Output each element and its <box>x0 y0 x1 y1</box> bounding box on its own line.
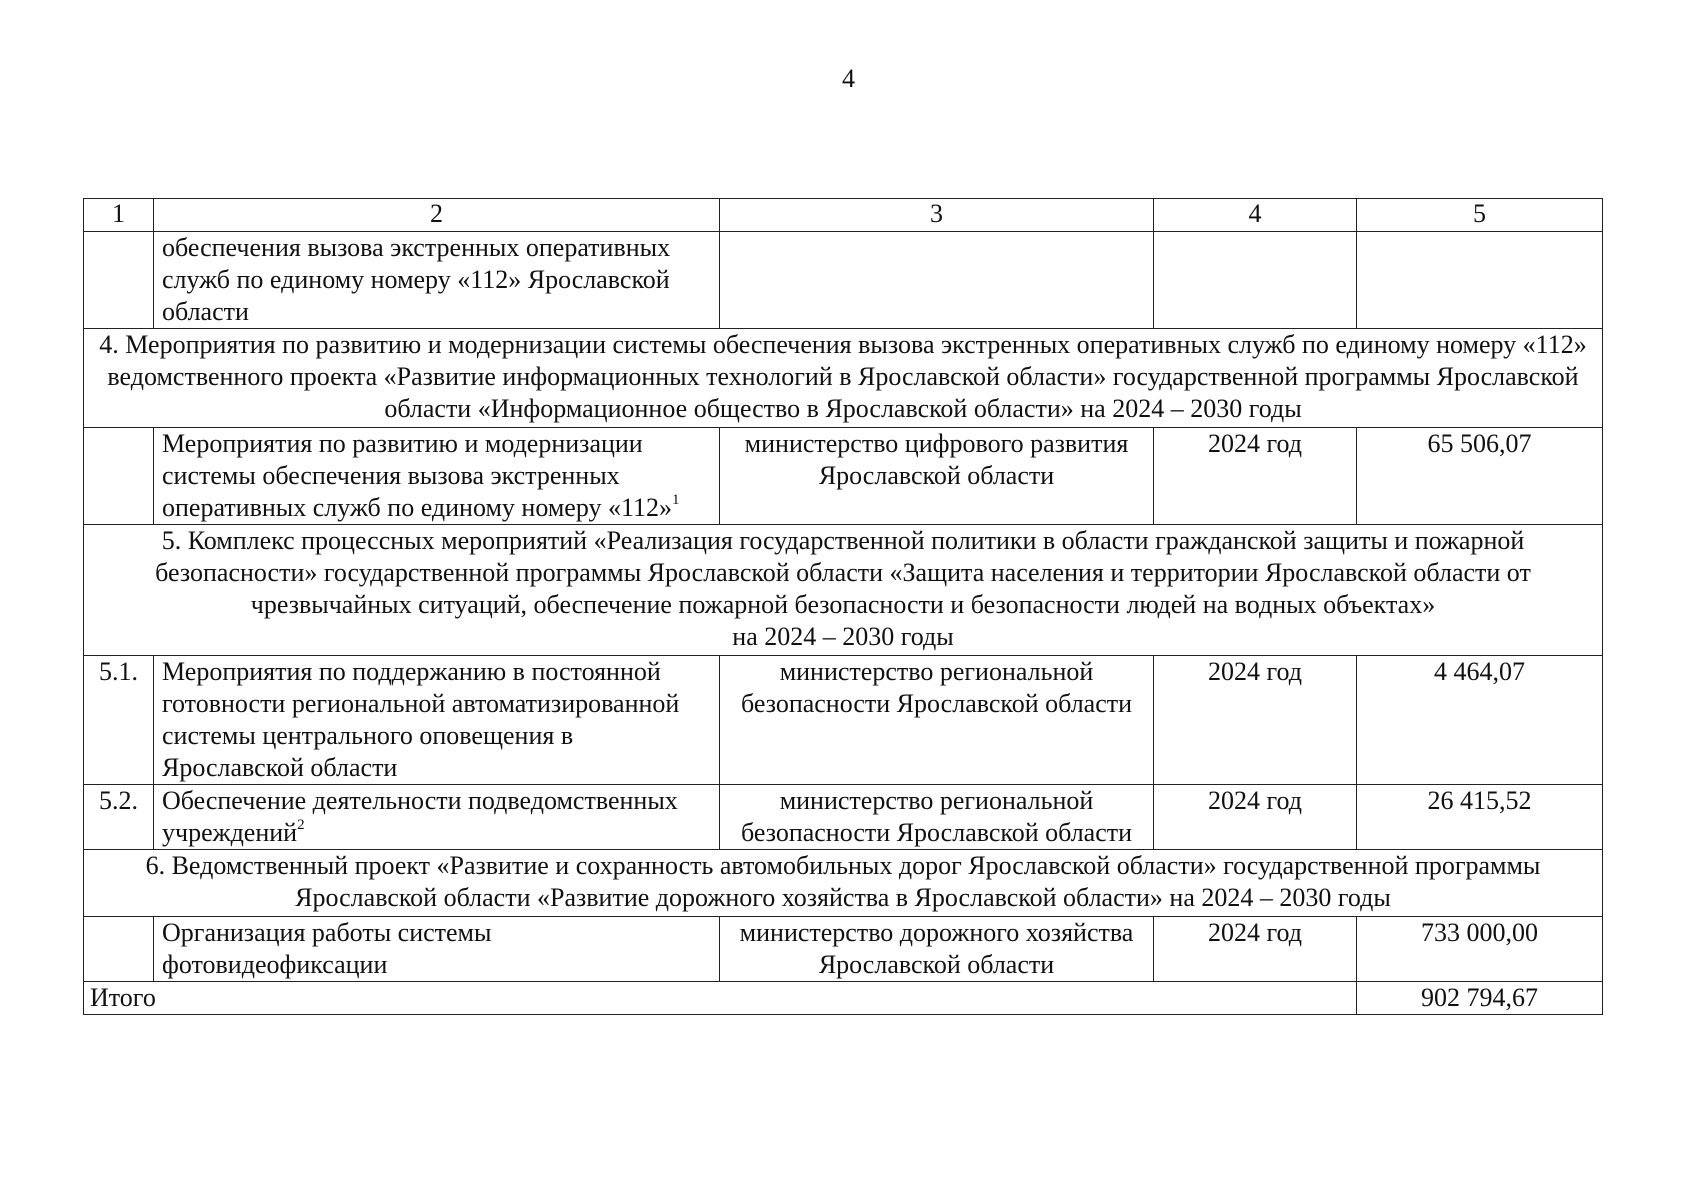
row-number <box>84 428 154 525</box>
footnote-marker: 1 <box>672 492 680 509</box>
total-value: 902 794,67 <box>1357 982 1603 1015</box>
executor <box>720 232 1154 329</box>
activity-name: Организация работы системы фотовидеофиксации <box>162 918 492 979</box>
table-row <box>84 428 1603 525</box>
section-4-title: 4. Мероприятия по развитию и модернизации системы обеспечения вызова экстренных оперативных служб по единому номеру «112» ведомственного проекта «Развитие информационных технологий в Ярославской области» государственной программы Ярославской области «Информационное общество в Ярославской области» на 2024 – 2030 годы <box>84 329 1603 428</box>
table-row <box>84 917 1603 982</box>
section-6-title: 6. Ведомственный проект «Развитие и сохранность автомобильных дорог Ярославской области» государственной программы Ярославской области «Развитие дорожного хозяйства в Ярославской области» на 2024 – 2030 годы <box>84 850 1603 917</box>
table-row <box>84 232 1603 329</box>
row-number <box>84 917 154 982</box>
activity-name-cell <box>154 785 720 850</box>
year: 2024 год <box>1154 785 1357 850</box>
amount <box>1357 232 1603 329</box>
amount: 4 464,07 <box>1357 656 1603 785</box>
executor: министерство региональной безопасности Ярославской области <box>720 656 1154 785</box>
section-heading-row <box>84 525 1603 656</box>
row-number: 5.1. <box>84 656 154 785</box>
year <box>1154 232 1357 329</box>
section-5-title-period: на 2024 – 2030 годы <box>732 622 954 651</box>
year: 2024 год <box>1154 428 1357 525</box>
total-label: Итого <box>84 982 1357 1015</box>
column-header: 1 <box>84 199 154 232</box>
total-row <box>84 982 1603 1015</box>
executor: министерство цифрового развития Ярославской области <box>720 428 1154 525</box>
section-5-title-cell <box>84 525 1603 656</box>
footnote-marker: 2 <box>297 817 305 834</box>
row-number: 5.2. <box>84 785 154 850</box>
table-row <box>84 785 1603 850</box>
section-heading-row <box>84 850 1603 917</box>
column-header: 3 <box>720 199 1154 232</box>
row-number <box>84 232 154 329</box>
activity-name-cell <box>154 917 720 982</box>
year: 2024 год <box>1154 917 1357 982</box>
amount: 26 415,52 <box>1357 785 1603 850</box>
executor: министерство региональной безопасности Ярославской области <box>720 785 1154 850</box>
year: 2024 год <box>1154 656 1357 785</box>
section-heading-row <box>84 329 1603 428</box>
activity-name: Обеспечение деятельности подведомственных учреждений <box>162 786 678 847</box>
activity-name-cell <box>154 428 720 525</box>
column-header: 5 <box>1357 199 1603 232</box>
page-number: 4 <box>842 64 855 93</box>
column-header: 2 <box>154 199 720 232</box>
executor: министерство дорожного хозяйства Ярославской области <box>720 917 1154 982</box>
budget-table <box>83 198 1603 1015</box>
activity-name: Мероприятия по развитию и модернизации системы обеспечения вызова экстренных оперативных служб по единому номеру «112» <box>162 429 673 522</box>
activity-name-cell <box>154 656 720 785</box>
column-header: 4 <box>1154 199 1357 232</box>
amount: 65 506,07 <box>1357 428 1603 525</box>
activity-name: Мероприятия по поддержанию в постоянной готовности региональной автоматизированной системы центрального оповещения в Ярославской области <box>162 657 680 782</box>
activity-name: обеспечения вызова экстренных оперативных служб по единому номеру «112» Ярославской области <box>154 232 720 329</box>
column-number-row <box>84 199 1603 232</box>
amount: 733 000,00 <box>1357 917 1603 982</box>
section-5-title: 5. Комплекс процессных мероприятий «Реализация государственной политики в области гражданской защиты и пожарной безопасности» государственной программы Ярославской области «Защита населения и территории Ярославской области от чрезвычайных ситуаций, обеспечение пожарной безопасности и безопасности людей на водных объектах» <box>155 526 1531 619</box>
table-row <box>84 656 1603 785</box>
